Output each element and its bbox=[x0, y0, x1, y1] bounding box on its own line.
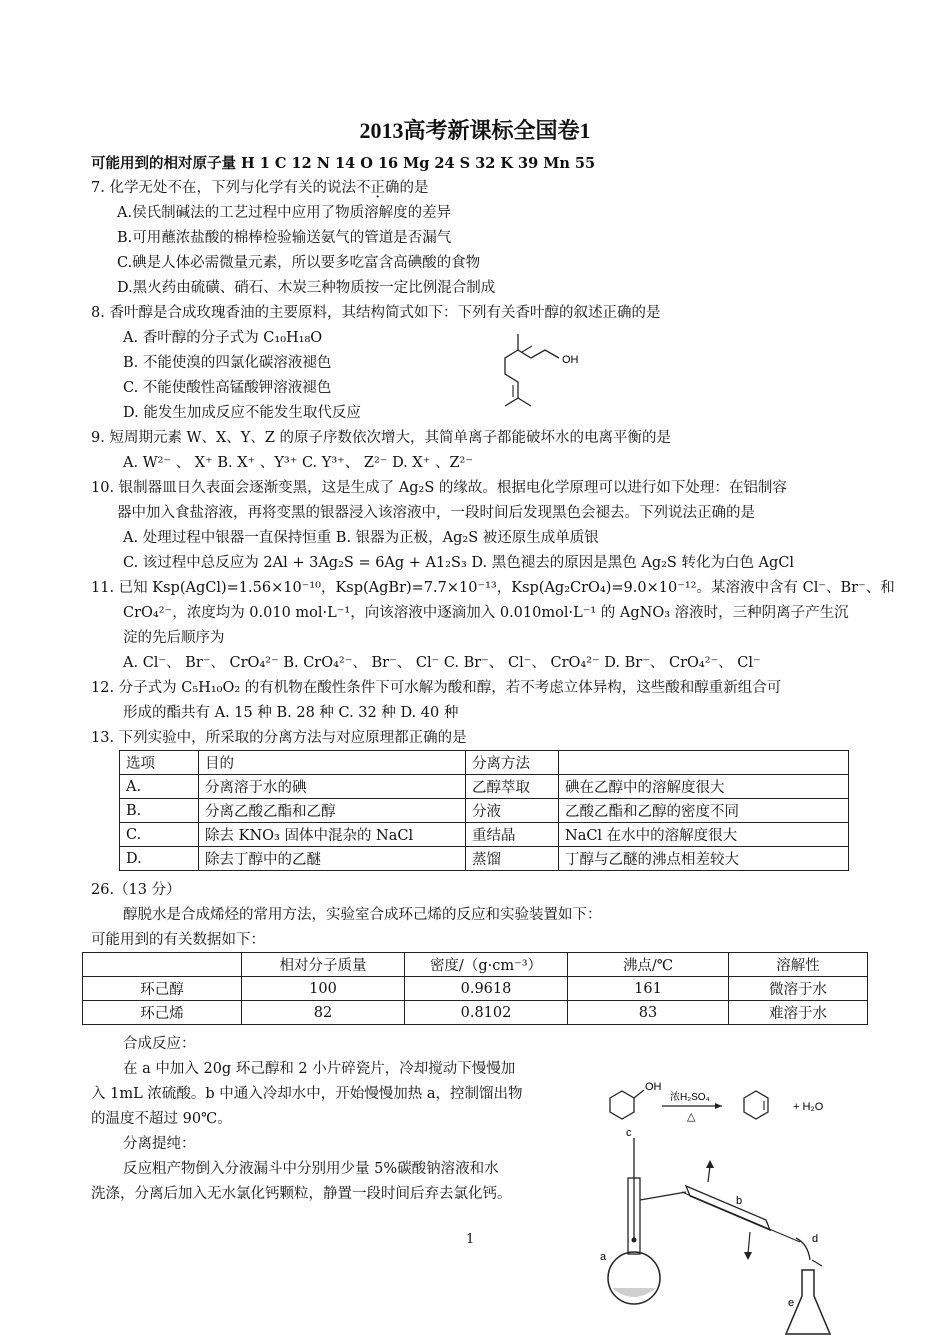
reagent-label: 浓H₂SO₄ bbox=[670, 1092, 710, 1103]
table-cell: 环己烯 bbox=[83, 1001, 242, 1025]
label-c: c bbox=[626, 1127, 632, 1139]
q9-stem: 9. 短周期元素 W、X、Y、Z 的原子序数依次增大，其简单离子都能破坏水的电离平衡的是 bbox=[91, 430, 672, 446]
q26-intro: 醇脱水是合成烯烃的常用方法，实验室合成环己烯的反应和实验装置如下： bbox=[123, 907, 602, 923]
table-row bbox=[120, 847, 849, 871]
table-cell: D. bbox=[120, 847, 199, 871]
sep-head: 分离提纯： bbox=[123, 1136, 196, 1152]
table-header-cell bbox=[83, 953, 242, 977]
sep-line2: 洗涤，分离后加入无水氯化钙颗粒，静置一段时间后弃去氯化钙。 bbox=[91, 1186, 512, 1202]
q13-stem: 13. 下列实验中，所采取的分离方法与对应原理都正确的是 bbox=[91, 730, 467, 746]
q11-line3: 淀的先后顺序为 bbox=[123, 630, 225, 646]
atomic-masses: 可能用到的相对原子量 H 1 C 12 N 14 O 16 Mg 24 S 32 K 39 Mn 55 bbox=[91, 155, 596, 172]
table-cell: 碘在乙醇中的溶解度很大 bbox=[559, 775, 849, 799]
oh-label: OH bbox=[562, 354, 579, 366]
table-cell: NaCl 在水中的溶解度很大 bbox=[559, 823, 849, 847]
table-row bbox=[120, 823, 849, 847]
table-row bbox=[120, 775, 849, 799]
table-cell: 分离乙酸乙酯和乙醇 bbox=[199, 799, 466, 823]
synth-line3: 的温度不超过 90℃。 bbox=[91, 1111, 232, 1127]
q7-option-d: D.黑火药由硫磺、硝石、木炭三种物质按一定比例混合制成 bbox=[117, 280, 496, 296]
label-b: b bbox=[736, 1195, 743, 1207]
table-cell: A. bbox=[120, 775, 199, 799]
q10-options-ab: A. 处理过程中银器一直保持恒重 B. 银器为正极，Ag₂S 被还原生成单质银 bbox=[123, 530, 599, 546]
table-cell: 分液 bbox=[466, 799, 559, 823]
q11-options: A. Cl⁻、 Br⁻、 CrO₄²⁻ B. CrO₄²⁻、 Br⁻、 Cl⁻ C. Br⁻、 Cl⁻、 CrO₄²⁻ D. Br⁻、 CrO₄²⁻、 Cl⁻ bbox=[123, 655, 761, 671]
table-cell: 161 bbox=[568, 977, 729, 1001]
table-cell: 蒸馏 bbox=[466, 847, 559, 871]
table-cell: 丁醇与乙醚的沸点相差较大 bbox=[559, 847, 849, 871]
q8-option-d: D. 能发生加成反应不能发生取代反应 bbox=[123, 405, 361, 421]
table-header-cell: 相对分子质量 bbox=[242, 953, 405, 977]
table-cell: 除去 KNO₃ 固体中混杂的 NaCl bbox=[199, 823, 466, 847]
q12-line1: 12. 分子式为 C₅H₁₀O₂ 的有机物在酸性条件下可水解为酸和醇，若不考虑立体异构，这些酸和醇重新组合可 bbox=[91, 680, 782, 696]
table-cell: 0.9618 bbox=[405, 977, 568, 1001]
q7-emphasis: 不正确 bbox=[355, 180, 400, 196]
table-cell: 难溶于水 bbox=[729, 1001, 868, 1025]
q8-option-b: B. 不能使溴的四氯化碳溶液褪色 bbox=[123, 355, 332, 371]
water-label: + H₂O bbox=[793, 1101, 824, 1113]
table-row bbox=[83, 1001, 868, 1025]
q13-table bbox=[119, 750, 849, 871]
q8-option-c: C. 不能使酸性高锰酸钾溶液褪色 bbox=[123, 380, 332, 396]
reactant-oh-label: OH bbox=[645, 1081, 662, 1093]
distillation-apparatus bbox=[590, 1120, 860, 1342]
q12-line2: 形成的酯共有 A. 15 种 B. 28 种 C. 32 种 D. 40 种 bbox=[123, 705, 459, 721]
table-cell: 环己醇 bbox=[83, 977, 242, 1001]
synth-head: 合成反应： bbox=[123, 1036, 196, 1052]
table-cell: 100 bbox=[242, 977, 405, 1001]
label-a: a bbox=[600, 1251, 607, 1263]
page-number: 1 bbox=[466, 1232, 475, 1247]
table-header-cell: 密度/（g·cm⁻³） bbox=[405, 953, 568, 977]
table-header-cell: 选项 bbox=[120, 751, 199, 775]
table-cell: 82 bbox=[242, 1001, 405, 1025]
table-cell: C. bbox=[120, 823, 199, 847]
table-cell: B. bbox=[120, 799, 199, 823]
geraniol-structure bbox=[485, 328, 595, 420]
q7-option-b: B.可用蘸浓盐酸的棉棒检验输送氨气的管道是否漏气 bbox=[117, 230, 452, 246]
table-row bbox=[120, 799, 849, 823]
table-row bbox=[83, 977, 868, 1001]
q11-line2: CrO₄²⁻，浓度均为 0.010 mol·L⁻¹，向该溶液中逐滴加入 0.010mol·L⁻¹ 的 AgNO₃ 溶液时，三种阴离子产生沉 bbox=[123, 605, 849, 621]
table-cell: 乙酸乙酯和乙醇的密度不同 bbox=[559, 799, 849, 823]
q7-option-a: A.侯氏制碱法的工艺过程中应用了物质溶解度的差异 bbox=[117, 205, 452, 221]
q8-option-a: A. 香叶醇的分子式为 C₁₀H₁₈O bbox=[123, 330, 323, 346]
synth-line1: 在 a 中加入 20g 环己醇和 2 小片碎瓷片，冷却搅动下慢慢加 bbox=[123, 1061, 516, 1077]
q8-stem: 8. 香叶醇是合成玫瑰香油的主要原料，其结构简式如下：下列有关香叶醇的叙述正确的是 bbox=[91, 305, 661, 321]
table-header-cell: 溶解性 bbox=[729, 953, 868, 977]
table-header-cell: 目的 bbox=[199, 751, 466, 775]
q10-options-cd: C. 该过程中总反应为 2Al + 3Ag₂S = 6Ag + A1₂S₃ D. 黑色褪去的原因是黑色 Ag₂S 转化为白色 AgCl bbox=[123, 555, 795, 571]
q26-data-table bbox=[82, 952, 868, 1025]
synth-line2: 入 1mL 浓硫酸。b 中通入冷却水中，开始慢慢加热 a，控制馏出物 bbox=[91, 1086, 523, 1102]
table-cell: 除去丁醇中的乙醚 bbox=[199, 847, 466, 871]
table-header-row bbox=[120, 751, 849, 775]
q26-data-intro: 可能用到的有关数据如下： bbox=[91, 932, 265, 948]
q9-options: A. W²⁻ 、 X⁺ B. X⁺ 、Y³⁺ C. Y³⁺、 Z²⁻ D. X⁺ 、Z²⁻ bbox=[123, 455, 474, 471]
condenser-b bbox=[686, 1186, 770, 1230]
q11-line1: 11. 已知 Ksp(AgCl)=1.56×10⁻¹⁰，Ksp(AgBr)=7.7×10⁻¹³，Ksp(Ag₂CrO₄)=9.0×10⁻¹²。某溶液中含有 Cl⁻、Br⁻、和 bbox=[91, 580, 895, 596]
table-cell: 微溶于水 bbox=[729, 977, 868, 1001]
table-cell: 83 bbox=[568, 1001, 729, 1025]
q7-option-c: C.碘是人体必需微量元素，所以要多吃富含高碘酸的食物 bbox=[117, 255, 481, 271]
table-header-row bbox=[83, 953, 868, 977]
page-title: 2013高考新课标全国卷1 bbox=[359, 118, 591, 143]
heat-label: △ bbox=[687, 1111, 696, 1123]
cyclohexanol-ring bbox=[610, 1091, 634, 1119]
q7-stem: 7. 化学无处不在，下列与化学有关的说法不正确的是 bbox=[91, 180, 429, 196]
label-d: d bbox=[812, 1233, 819, 1245]
q26-head: 26.（13 分） bbox=[91, 882, 181, 898]
label-e: e bbox=[788, 1297, 795, 1309]
sep-line1: 反应粗产物倒入分液漏斗中分别用少量 5%碳酸钠溶液和水 bbox=[123, 1161, 499, 1177]
table-header-cell: 沸点/℃ bbox=[568, 953, 729, 977]
table-cell: 重结晶 bbox=[466, 823, 559, 847]
q10-line1: 10. 银制器皿日久表面会逐渐变黑，这是生成了 Ag₂S 的缘故。根据电化学原理可以进行如下处理：在铝制容 bbox=[91, 480, 787, 496]
q10-line2: 器中加入食盐溶液，再将变黑的银器浸入该溶液中，一段时间后发现黑色会褪去。下列说法正确的是 bbox=[117, 505, 755, 521]
table-cell: 分离溶于水的碘 bbox=[199, 775, 466, 799]
table-cell: 乙醇萃取 bbox=[466, 775, 559, 799]
table-header-cell: 分离方法 bbox=[466, 751, 559, 775]
table-header-cell bbox=[559, 751, 849, 775]
table-cell: 0.8102 bbox=[405, 1001, 568, 1025]
